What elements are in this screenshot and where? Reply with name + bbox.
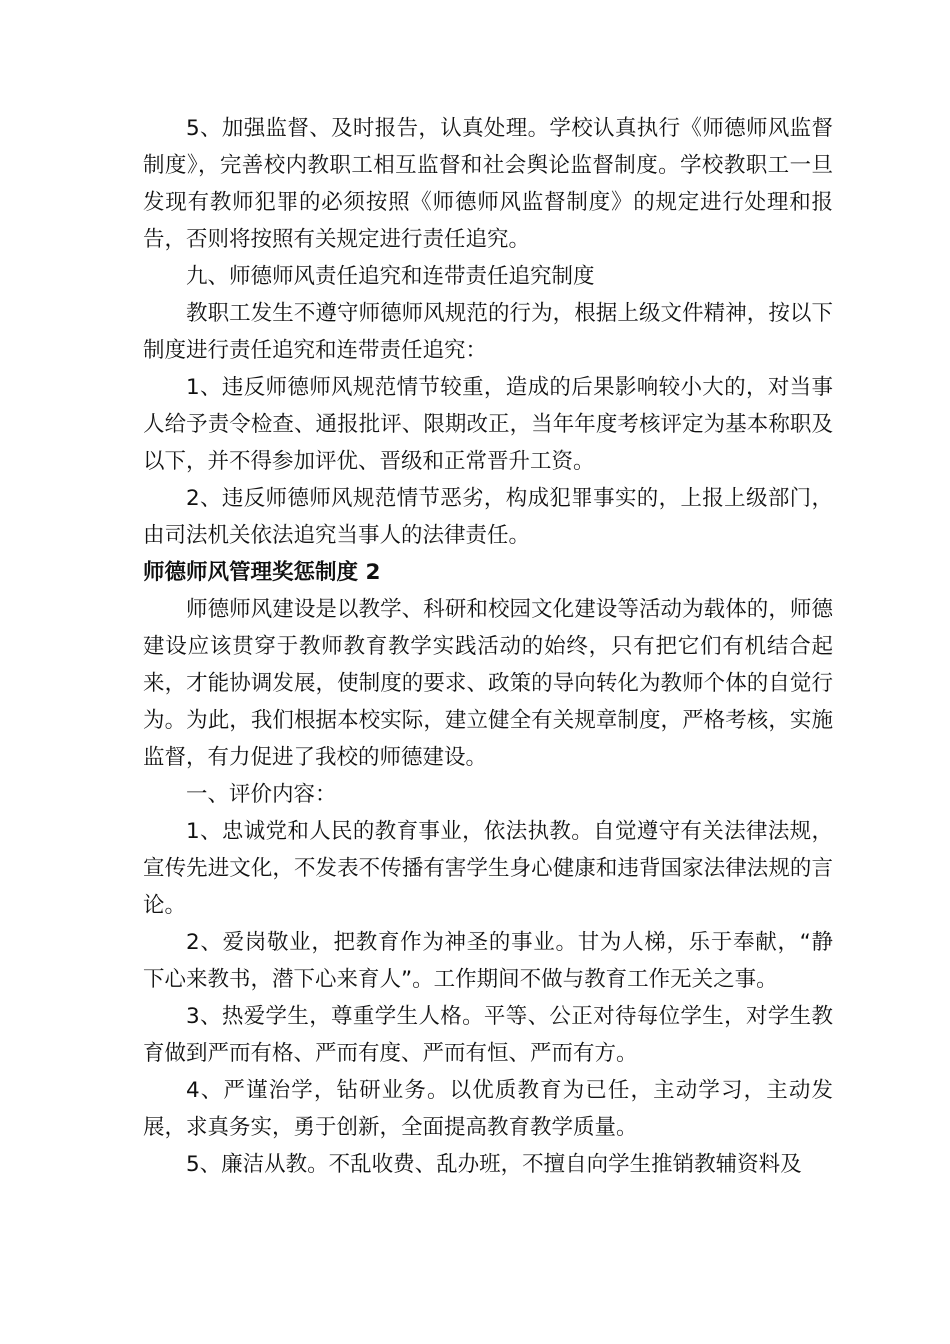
- paragraph-accountability-item-1: 1、违反师德师风规范情节较重，造成的后果影响较小大的，对当事人给予责令检查、通报批评、限期改正，当年年度考核评定为基本称职及以下，并不得参加评优、晋级和正常晋升工资。: [143, 375, 833, 474]
- paragraph-evaluation-item-1: 1、忠诚党和人民的教育事业，依法执教。自觉遵守有关法律法规，宣传先进文化，不发表不传播有害学生身心健康和违背国家法律法规的言论。: [143, 819, 833, 918]
- paragraph-evaluation-item-4: 4、严谨治学，钻研业务。以优质教育为已任，主动学习，主动发展，求真务实，勇于创新，全面提高教育教学质量。: [143, 1078, 833, 1140]
- document-heading: 师德师风管理奖惩制度 2: [143, 560, 381, 585]
- section-title-accountability: 九、师德师风责任追究和连带责任追究制度: [186, 264, 595, 289]
- paragraph-intro: 师德师风建设是以教学、科研和校园文化建设等活动为载体的，师德建设应该贯穿于教师教育教学实践活动的始终，只有把它们有机结合起来，才能协调发展，使制度的要求、政策的导向转化为教师个体的自觉行为。为此，我们根据本校实际，建立健全有关规章制度，严格考核，实施监督，有力促进了我校的师德建设。: [143, 597, 833, 770]
- paragraph-accountability-item-2: 2、违反师德师风规范情节恶劣，构成犯罪事实的，上报上级部门，由司法机关依法追究当事人的法律责任。: [143, 486, 833, 548]
- paragraph-supervision-report: 5、加强监督、及时报告，认真处理。学校认真执行《师德师风监督制度》，完善校内教职工相互监督和社会舆论监督制度。学校教职工一旦发现有教师犯罪的必须按照《师德师风监督制度》的规定进行处理和报告，否则将按照有关规定进行责任追究。: [143, 116, 833, 252]
- paragraph-evaluation-item-5: 5、廉洁从教。不乱收费、乱办班，不擅自向学生推销教辅资料及: [186, 1152, 802, 1177]
- paragraph-evaluation-item-2: 2、爱岗敬业，把教育作为神圣的事业。甘为人梯，乐于奉献，“静下心来教书，潜下心来育人”。工作期间不做与教育工作无关之事。: [143, 930, 833, 992]
- paragraph-evaluation-item-3: 3、热爱学生，尊重学生人格。平等、公正对待每位学生，对学生教育做到严而有格、严而有度、严而有恒、严而有方。: [143, 1004, 833, 1066]
- document-page: [143, 110, 833, 1183]
- paragraph-accountability-intro: 教职工发生不遵守师德师风规范的行为，根据上级文件精神，按以下制度进行责任追究和连带责任追究：: [143, 301, 833, 363]
- section-title-evaluation: 一、评价内容：: [186, 782, 337, 807]
